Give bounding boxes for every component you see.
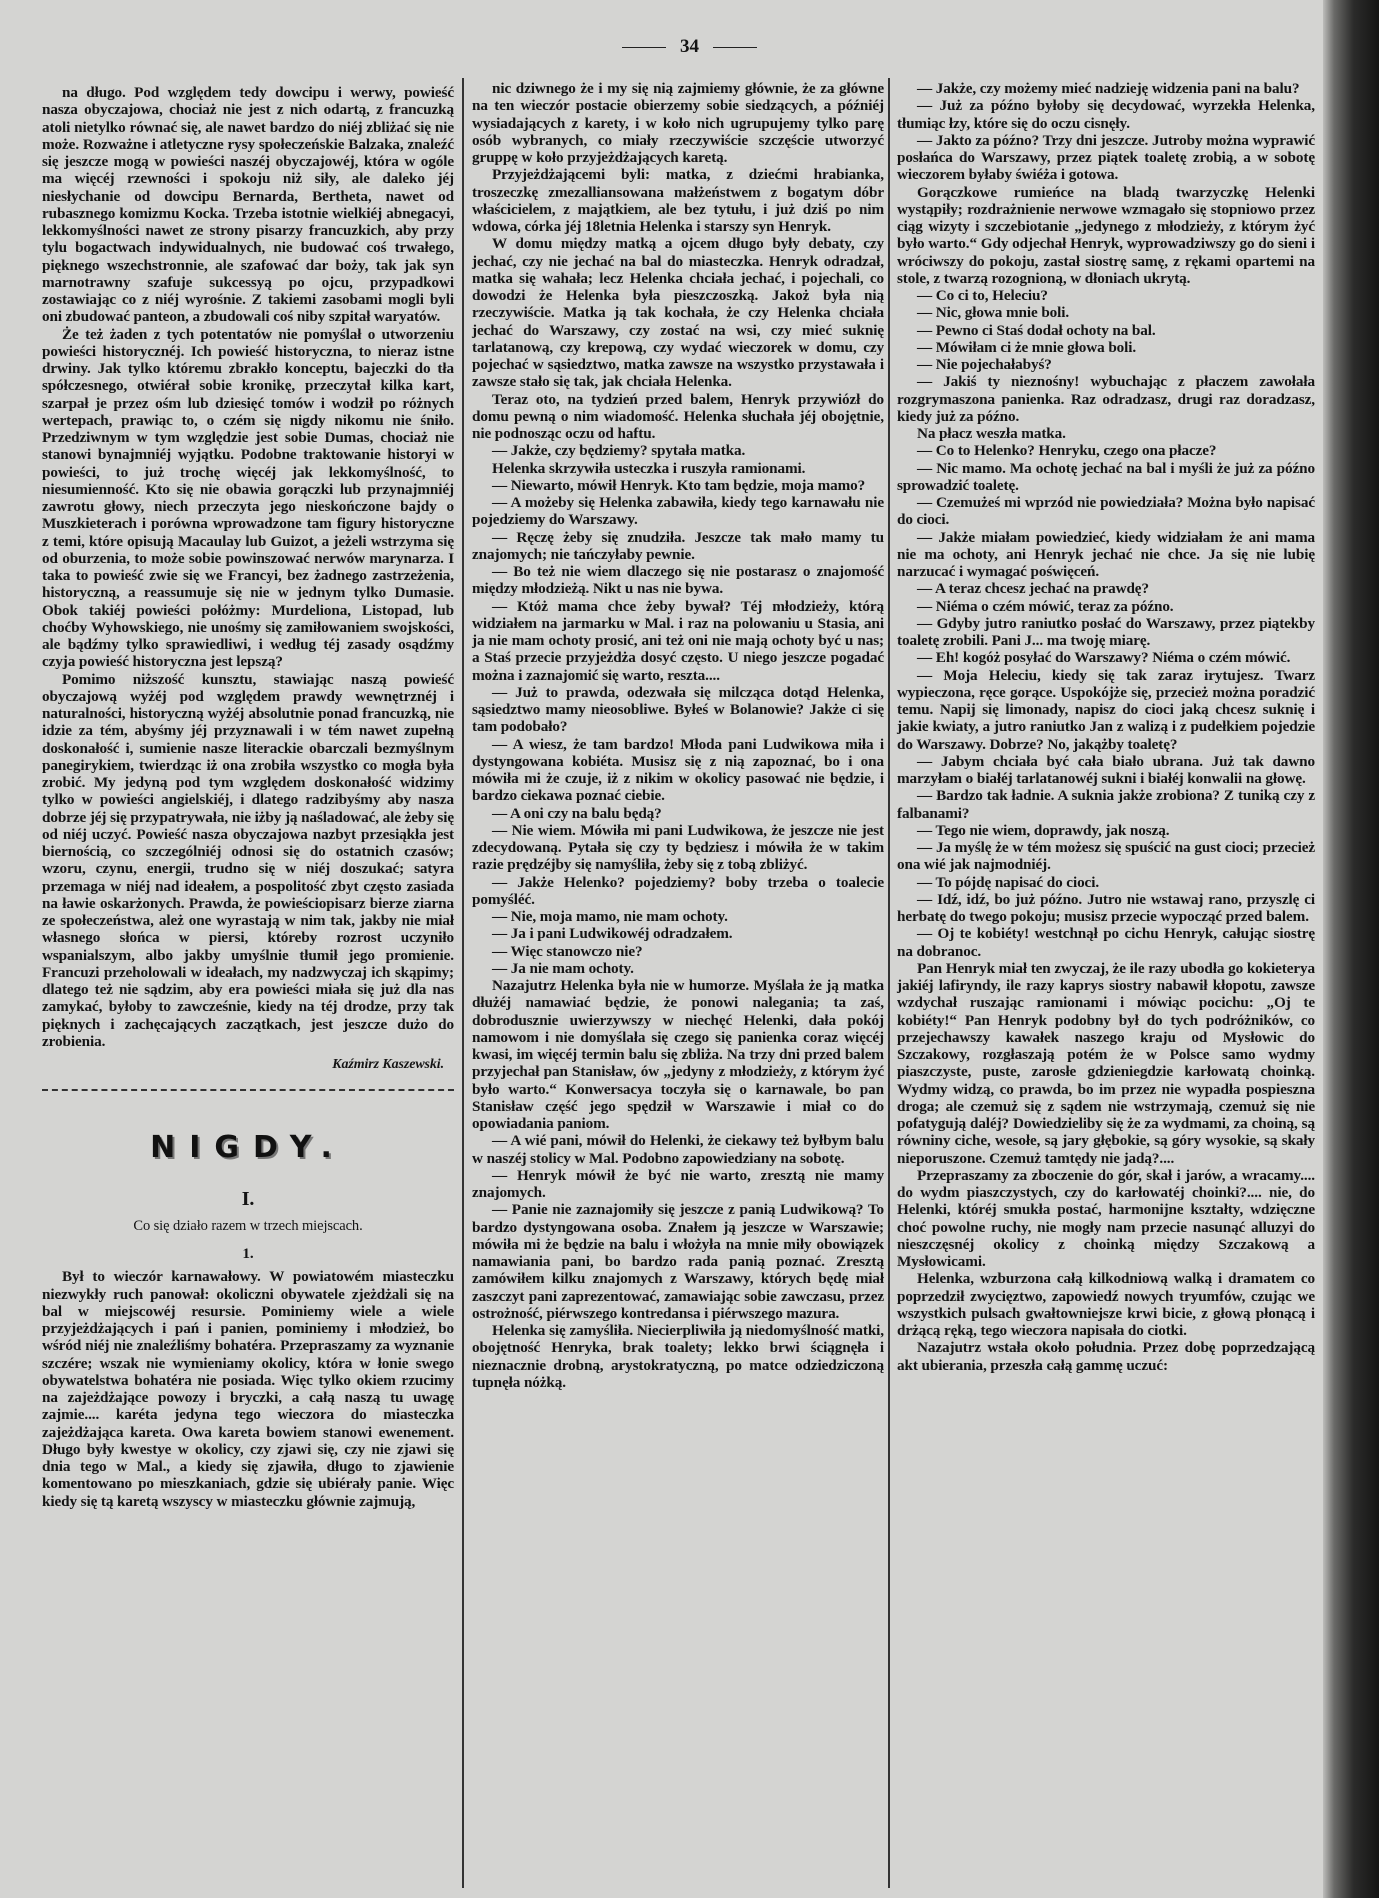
paragraph: — Ja i pani Ludwikowéj odradzałem.	[492, 925, 733, 943]
paragraph: Helenka skrzywiła usteczka i ruszyła ramionami.	[492, 459, 806, 477]
paragraph: Pan Henryk miał ten zwyczaj, że ile razy ubodła go kokieterya jakiéj lafiryndy, ile razy kaprys siostry nabawił kłopotu, zawsze wzdychał ruszając ramionami i mówiąc pocichu: „Oj te kobiéty!“ Pan Henryk podobny był do tych podróżników, co przejechawszy kawałek naszego kraju od Mysłowic do Szczakowy, rozgłaszają potém że w Polsce samo wydmy piaszczyste, puste, zarosłe gdzieniegdzie karłowatą choinką. Wydmy widzą, co prawda, bo im przez nie wypadła pospieszna droga; ale czemuż się z sądem nie wstrzymają, czemuż się nie pofatygują daléj? Dowiedzieliby się że za wydmami, za choiną, są równiny ciche, wesołe, są jary głębokie, są góry wysokie, są skały nieporuszone. Czemuż tamtędy nie jadą?....	[897, 959, 1315, 1167]
paragraph: — Nie, moja mamo, nie mam ochoty.	[492, 908, 728, 925]
story-title: NIGDY.	[150, 1130, 346, 1166]
paragraph: Przepraszamy za zboczenie do gór, skał i jarów, a wracamy.... do wydm piaszczystych, czy do karłowatéj choinki?.... nie, do Helenki, któréj smukła postać, harmonijne kształty, wdzięczne choć powolne ruchy, nie mogły nam przecie nasunąć alluzyi do nieszczęsnéj okolicy z choinką między Szczakową a Mysłowicami.	[897, 1166, 1315, 1270]
paragraph: — Tego nie wiem, doprawdy, jak noszą.	[917, 821, 1170, 839]
paragraph: — A wié pani, mówił do Helenki, że ciekawy też byłbym balu w naszéj stolicy w Mal. Podobno zapowiedziany na sobotę.	[472, 1132, 884, 1167]
paragraph: Nazajutrz Helenka była nie w humorze. Myślała że ją matka dłużéj namawiać będzie, że ponowi nalegania; ta zaś, dobrodusznie uwierzywszy w niechęć Helenki, dała pokój namowom i nie domyślała się czego się panienka coraz więcéj kwasi, im więcéj termin balu się zbliża. Na trzy dni przed balem przyjechał pan Stanisław, ów „jedyny z młodzieży, z którym żyć było warto.“ Konwersacya toczyła się o karnawale, bo pan Stanisław część jego spędził w Warszawie i miał co do opowiadania paniom.	[472, 977, 884, 1132]
paragraph: — A wiesz, że tam bardzo! Młoda pani Ludwikowa miła i dystyngowana kobiéta. Musisz się z nią zapoznać, bo i ona mówiła mi że czuje, iż z nikim w okolicy pasować nie będzie, i bardzo ciekawa poznać ciebie.	[472, 735, 884, 805]
column-rule	[888, 78, 890, 1888]
column-rule	[462, 78, 464, 1888]
essay-text	[42, 84, 454, 1050]
paragraph: — Nie wiem. Mówiła mi pani Ludwikowa, że jeszcze nie jest zdecydowaną. Pytała się czy ty będziesz i mówiła że w takim razie prędzéjby się namyśliła, żeby się z tobą zbliżyć.	[472, 821, 884, 874]
paragraph: Gorączkowe rumieńce na bladą twarzyczkę Helenki wystąpiły; rozdrażnienie nerwowe wzmagało się stopniowo przez ciąg wizyty i szczebiotanie „jedynego z młodzieży, z którym żyć było warto.“ Gdy odjechał Henryk, wyprowadziwszy go do sieni i wróciwszy do pokoju, zastał siostrę samę, z rękami opartemi na stole, z twarzą rozognioną, w dłoniach ukrytą.	[897, 183, 1315, 287]
page-number-text: 34	[680, 36, 699, 57]
paragraph: — Jakże, czy możemy mieć nadzieję widzenia pani na balu?	[917, 80, 1300, 97]
paragraph: — Jakże, czy będziemy? spytała matka.	[492, 442, 746, 460]
divider	[622, 47, 666, 48]
paragraph: — Czemużeś mi wprzód nie powiedziała? Można było napisać do cioci.	[897, 494, 1315, 529]
chapter-number: I.	[241, 1187, 255, 1210]
paragraph: Helenka, wzburzona całą kilkodniową walką i dramatem co poprzedził zwycięztwo, zapowiedź nowych tryumfów, czując we wszystkich pulsach gwałtowniejsze krwi bicie, z głową płonącą i drżącą ręką, tego wieczora napisała do ciotki.	[897, 1270, 1315, 1339]
paragraph: — Nic mamo. Ma ochotę jechać na bal i myśli że już za późno sprowadzić toaletę.	[897, 459, 1315, 494]
column-2	[472, 80, 884, 1391]
paragraph: — A teraz chcesz jechać na prawdę?	[917, 580, 1149, 598]
paragraph: — Idź, idź, bo już późno. Jutro nie wstawaj rano, przyszlę ci herbatę do twego pokoju; musisz przecie wypocząć przed balem.	[897, 890, 1315, 925]
paragraph: — Co to Helenko? Henryku, czego ona płacze?	[917, 442, 1217, 460]
section-number: 1.	[242, 1245, 254, 1262]
paragraph: — Mówiłam ci że mnie głowa boli.	[917, 338, 1137, 356]
paragraph: — Niéma o czém mówić, teraz za późno.	[917, 597, 1174, 615]
paragraph: — Moja Heleciu, kiedy się tak zaraz irytujesz. Twarz wypieczona, ręce gorące. Uspokójże się, przecież można poradzić temu. Napij się limonady, napisz do cioci jaką chcesz suknię i jakie kwiaty, a jutro raniutko Jan z walizą i z pudełkiem pojedzie do Warszawy. Dobrze? No, jakążby toaletę?	[897, 666, 1315, 753]
paragraph: — Ja myślę że w tém możesz się spuścić na gust cioci; przecież ona wié jak najmodniéj.	[897, 839, 1315, 874]
paragraph: — Bardzo tak ładnie. A suknia jakże zrobiona? Z tuniką czy z falbanami?	[897, 787, 1315, 822]
chapter-subtitle: Co się działo razem w trzech miejscach.	[133, 1217, 363, 1234]
paragraph: — Eh! kogóż posyłać do Warszawy? Niéma o czém mówić.	[917, 649, 1291, 667]
paragraph: Helenka się zamyśliła. Niecierpliwiła ją niedomyślność matki, obojętność Henryka, brak toalety; lekko brwi ściągnęła i nieznacznie drobną, arystokratyczną, po matce odziedziczoną tupnęła nóżką.	[472, 1322, 884, 1391]
paragraph: — A oni czy na balu będą?	[492, 804, 662, 822]
paragraph: — Henryk mówił że być nie warto, zresztą nie mamy znajomych.	[472, 1166, 884, 1201]
paragraph: Że też żaden z tych potentatów nie pomyślał o utworzeniu powieści historycznéj. Ich powieść historyczna, to nieraz istne drwiny. Jak tylko któremu zbrakło konceptu, bajeczki do tła spółczesnego, otwiérał sobie kronikę, przeczytał kilka kart, szarpał je przez ośm lub dziesięć tomów i wodził po różnych wertepach, prawiąc to, o czém się nigdy nikomu nie śniło. Przedziwnym w tym względzie jest sobie Dumas, chociaż nie stanowi bynajmniéj wyjątku. Podobne traktowanie historyi w powieści, to już trochę więcéj jak lekkomyślność, to niesumienność. Kto się nie obawia gorączki lub przynajmniéj zawrotu głowy, niech przeczyta jego nieskończone bajdy o Muszkieterach i porówna wprowadzone tam figury historyczne z temi, które opisują Macaulay lub Guizot, a jeżeli wstrzyma się od oburzenia, to może sobie powinszować nerwów marynarza. I taka to powieść zwie się we Francyi, bez żadnego zastrzeżenia, historyczną, a reassumuje się nie w jednym tylko Dumasie. Obok takiéj powieści połóżmy: Murdeliona, Listopad, lub choćby Wyhowskiego, nie unośmy się zamiłowaniem swojskości, ale bądźmy tylko sprawiedliwi, i według téj zasady osądźmy czyja powieść historyczna jest lepszą?	[42, 325, 454, 671]
paragraph: Przyjeżdżającemi byli: matka, z dziećmi hrabianka, troszeczkę zmezalliansowana małżeństwem z bogatym dóbr właścicielem, z majątkiem, ale bez tytułu, i już dziś po nim wdowa, córka jéj 18letnia Helenka i starszy syn Henryk.	[472, 166, 884, 235]
column-3	[897, 80, 1315, 1374]
paragraph: — To pójdę napisać do cioci.	[917, 873, 1100, 891]
page-binding-edge	[1323, 0, 1379, 1898]
paragraph: na długo. Pod względem tedy dowcipu i werwy, powieść nasza obyczajowa, chociaż nie jest z nich odartą, z francuzką atoli nietylko równać się, ale nawet bardzo do niéj zbliżać się nie może. Rozważne i atletyczne rysy społeczeńskie Balzaka, znaleźć się jeszcze mogą w powieści naszéj obyczajowéj, która w ogóle ma więcéj rzewności i spokoju niż siły, ale daleko jéj niesłychanie od dowcipu Bernarda, Bertheta, nawet od rubasznego komizmu Kocka. Trzeba istotnie wielkiéj abnegacyi, lekkomyślności nawet ze strony pisarzy francuzkich, aby przy tylu bogactwach indywidualnych, nie budować coś trwałego, pięknego wszechstronnie, ale szafować dar boży, tak jak syn marnotrawny szafuje sukcessyą po ojcu, przypadkowi zostawiając co z niéj wyrośnie. Z takiemi zasobami mogli byli oni zbudować panteon, a zbudowali coś niby szpitał waryatów.	[42, 84, 454, 326]
paragraph: — Niewarto, mówił Henryk. Kto tam będzie, moja mamo?	[492, 476, 866, 494]
paragraph: — Co ci to, Heleciu?	[917, 287, 1048, 304]
paragraph: Pomimo niższość kunsztu, stawiając naszą powieść obyczajową wyżéj pod względem prawdy wewnętrznéj i naturalności, historyczną wyżéj absolutnie ponad francuzką, nie idzie za tém, abyśmy jéj przyznawali i w tém nawet zupełną doskonałość i, sumienie nasze literackie obarczali bezmyślnym panegirykiem, twierdząc iż ona zrobiła wszystko co mogła była zrobić. My jedyną pod tym względem doskonałość widzimy tylko w powieści angielskiéj, i dlatego radzibyśmy aby nasza dobrze jéj się przypatrywała, nie iżby ją naśladować, ale żeby się od niéj uczyć. Powieść nasza obyczajowa nazbyt przesiąkła jest biernością, co szczególniéj odnosi się do ostatnich czasów; wzoru, czynu, energii, trudno się w niéj doszukać; satyra przemaga w niéj nad ideałem, a pospolitość zbyt często zasiada na ławie oskarżonych. Prawda, że powieściopisarz bierze ziarna ze społeczeństwa, ależ one wyrastają w nim tak, jakby nie miał własnego słońca w piersi, któreby rozrost uczyniło wspanialszym, albo jakby umyślnie tłumił jego promienie. Francuzi przeholowali w ideałach, my nadzwyczaj ich skąpimy; dlatego też nie sądzim, aby era powieści miała się już dla nas zamykać, byłoby to zawcześnie, kiedy na téj drodze, przy tak pięknych i zachęcających zaczątkach, jest jeszcze dużo do zrobienia.	[42, 670, 454, 1050]
page-number	[0, 36, 1379, 58]
paragraph: — Jakiś ty nieznośny! wybuchając z płaczem zawołała rozgrymaszona panienka. Raz odradzasz, drugi raz doradzasz, kiedy już za późno.	[897, 373, 1315, 425]
story-text	[42, 1268, 454, 1510]
paragraph: nic dziwnego że i my się nią zajmiemy głównie, że za główne na ten wieczór postacie obierzemy sobie siedzących, a późniéj wysiadających z karety, i w koło nich ugrupujemy tylko parę osób wybranych, co miały rzeczywiście szczęście utworzyć gruppę w koło przyjeżdżających karetą.	[472, 80, 884, 166]
paragraph: — Więc stanowczo nie?	[492, 942, 643, 960]
paragraph: — Jakże miałam powiedzieć, kiedy widziałam że ani mama nie ma ochoty, ani Henryk jechać nie chce. Ja się nie lubię narzucać i wymagać poświęceń.	[897, 528, 1315, 580]
column-1	[42, 84, 454, 1510]
paragraph: — Nie pojechałabyś?	[917, 356, 1052, 373]
paragraph: — Jabym chciała być cała biało ubrana. Już tak dawno marzyłam o białéj tarlatanowéj sukni i białéj konwalii na głowę.	[897, 752, 1315, 787]
paragraph: — Już za późno byłoby się decydować, wyrzekła Helenka, tłumiąc łzy, które się do oczu cisnęły.	[897, 97, 1315, 132]
paragraph: — Oj te kobiéty! westchnął po cichu Henryk, całując siostrę na dobranoc.	[897, 925, 1315, 960]
paragraph: Na płacz weszła matka.	[917, 425, 1066, 442]
paragraph: — Gdyby jutro raniutko posłać do Warszawy, przez piątekby toaletę zrobili. Pani J... ma twoję miarę.	[897, 614, 1315, 649]
author-signature: Kaźmirz Kaszewski.	[332, 1057, 444, 1072]
paragraph: Był to wieczór karnawałowy. W powiatowém miasteczku niezwykły ruch panował: okoliczni obywatele zjeżdżali się na bal w miejscowéj resursie. Pominiemy wiele a wiele przyjeżdżających i pań i panien, pominiemy i młodzież, bo wśród niéj nie znaleźliśmy bohatéra. Przepraszamy za wyznanie szczére; wszak nie wymieniamy okolicy, która w łonie swego obywatelstwa bohatéra nie posiada. Więc tylko okiem rzucimy na zajeżdżające powozy i bryczki, a całą naszą tu uwagę zajmie.... karéta jedyna tego wieczora do miasteczka zajeżdżająca kareta. Owa kareta bowiem stanowi ewenement. Długo były kwestye w okolicy, czy zjawi się, czy nie zjawi się dnia tego w Mal., a kiedy się zjawiła, długo to zjawienie komentowano po mieszkaniach, gdzie się ubiérały panie. Więc kiedy się tą karetą wszyscy w miasteczku głównie zajmują,	[42, 1268, 454, 1510]
paragraph: — Któż mama chce żeby bywał? Téj młodzieży, którą widziałem na jarmarku w Mal. i raz na polowaniu u Stasia, ani ja nie mam ochoty prosić, ani też oni nie mają ochoty być u nas; a Staś przecie przyjeżdża dosyć często. U niego jeszcze pogadać można i zaznajomić się warto, reszta....	[472, 597, 884, 684]
paragraph: Nazajutrz wstała około południa. Przez dobę poprzedzającą akt ubierania, przeszła całą gammę uczuć:	[897, 1339, 1315, 1374]
paragraph: W domu między matką a ojcem długo były debaty, czy jechać, czy nie jechać na bal do miasteczka. Henryk odradzał, matka się wahała; lecz Helenka chciała jechać, i pojechali, co dowodzi że Helenka była pieszczoszką. Jakoż była nią rzeczywiście. Matka ją tak kochała, że czy Helenka chciała jechać do Warszawy, czy zostać na wsi, czy mieć suknię tarlatanową, czy krepową, czy wydać wieczorek w domu, czy pojechać w sąsiedztwo, matka zawsze na wszystko przystawała i zawsze stało się tak, jak chciała Helenka.	[472, 235, 884, 391]
paragraph: — Pewno ci Staś dodał ochoty na bal.	[917, 321, 1156, 339]
paragraph: — Jakże Helenko? pojedziemy? boby trzeba o toalecie pomyśléć.	[472, 873, 884, 908]
paragraph: Teraz oto, na tydzień przed balem, Henryk przywiózł do domu pewną o nim wiadomość. Helenka słuchała jéj obojętnie, nie podnosząc oczu od haftu.	[472, 390, 884, 442]
paragraph: — Już to prawda, odezwała się milcząca dotąd Helenka, sąsiedztwo mamy nieosobliwe. Byłeś w Bolanowie? Jakże ci się tam podobało?	[472, 683, 884, 736]
divider	[713, 47, 757, 48]
paragraph: — Ja nie mam ochoty.	[492, 959, 634, 977]
paragraph: — Bo też nie wiem dlaczego się nie postarasz o znajomość między młodzieżą. Nikt u nas nie bywa.	[472, 563, 884, 598]
paragraph: — Jakto za późno? Trzy dni jeszcze. Jutroby można wyprawić posłańca do Warszawy, przez piątek toaletę zrobią, a w sobotę wieczorem byłaby świéża i gotowa.	[897, 131, 1315, 184]
paragraph: — Nic, głowa mnie boli.	[917, 304, 1070, 322]
paragraph: — Ręczę żeby się znudziła. Jeszcze tak mało mamy tu znajomych; nie tańczyłaby pewnie.	[472, 528, 884, 563]
section-divider	[42, 1089, 454, 1091]
paragraph: — Panie nie zaznajomiły się jeszcze z panią Ludwikową? To bardzo dystyngowana osoba. Znałem ją jeszcze w Warszawie; mówiła mi że będzie na balu i włożyła na mnie miły obowiązek namawiania pani, bo bardzo rada panią poznać. Zresztą zamówiłem kilku znajomych z Warszawy, których będę miał zaszczyt pani zaprezentować, zamawiając sobie zawczasu, przez ostrożność, piérwszego kontredansa i piérwszego mazura.	[472, 1201, 884, 1322]
paragraph: — A możeby się Helenka zabawiła, kiedy tego karnawału nie pojedziemy do Warszawy.	[472, 494, 884, 529]
